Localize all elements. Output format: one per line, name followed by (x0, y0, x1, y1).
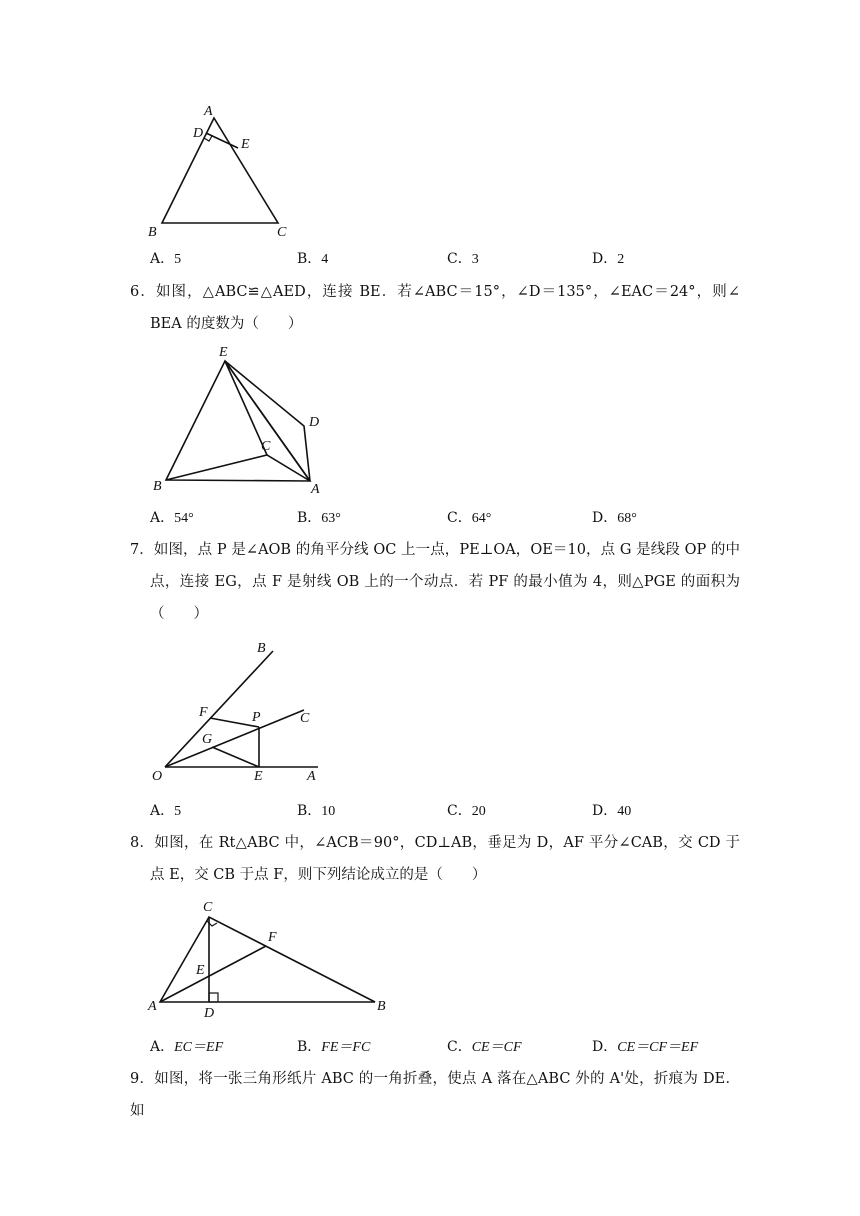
q7-ray-oc (165, 710, 304, 767)
q6-stem (130, 276, 740, 340)
q7-option-a: A．5 (150, 803, 182, 819)
q7-label-o: O (152, 769, 163, 784)
q9-line-1: 9．如图，将一张三角形纸片 ABC 的一角折叠，使点 A 落在△ABC 外的 A'处，折痕为 DE．如 (130, 1071, 740, 1119)
q5-label-b: B (148, 225, 157, 240)
q5-label-c: C (277, 225, 287, 240)
q5-options (150, 248, 750, 270)
q7-label-b: B (257, 641, 266, 656)
q8-line-2: 点 E，交 CB 于点 F，则下列结论成立的是（ ） (150, 867, 487, 883)
q7-label-e: E (254, 769, 263, 784)
q6-path-b-c-a (166, 455, 310, 481)
q8-right-angle-mark-d (209, 993, 218, 1002)
q7-line-2: 点，连接 EG，点 F 是射线 OB 上的一个动点．若 PF 的最小值为 4，则△PGE 的面积为 (150, 574, 740, 590)
q5-label-d: D (193, 126, 204, 141)
q5-option-d: D．2 (592, 251, 625, 267)
q8-label-e: E (196, 963, 205, 978)
q8-option-c: C．CE＝CF (447, 1039, 522, 1055)
q7-label-c: C (300, 711, 310, 726)
q6-option-c: C．64° (447, 510, 492, 526)
q6-line-2: BEA 的度数为（ ） (150, 316, 303, 332)
q7-line-3: （ ） (150, 606, 208, 622)
q5-label-e: E (241, 137, 250, 152)
q5-triangle-abc (162, 118, 278, 223)
q6-figure (0, 340, 860, 500)
q8-label-a: A (148, 999, 157, 1014)
q6-label-e: E (219, 345, 228, 360)
q8-label-c: C (203, 900, 213, 915)
q7-segment-ge (212, 747, 259, 767)
q6-option-b: B．63° (297, 510, 341, 526)
q7-option-c: C．20 (447, 803, 486, 819)
q6-label-b: B (153, 479, 162, 494)
q8-line-1: 8．如图，在 Rt△ABC 中，∠ACB＝90°，CD⊥AB，垂足为 D，AF 平分∠CAB，交 CD 于 (130, 835, 740, 851)
q6-label-a: A (311, 482, 320, 497)
q5-segment-de (206, 133, 238, 148)
q8-stem (130, 827, 740, 891)
q8-option-a: A．EC＝EF (150, 1039, 224, 1055)
q7-label-a: A (307, 769, 316, 784)
q6-line-1: 6．如图，△ABC≌△AED，连接 BE．若∠ABC＝15°，∠D＝135°，∠EAC＝24°，则∠ (130, 284, 740, 300)
q8-label-d: D (204, 1006, 215, 1021)
q8-figure (0, 895, 860, 1025)
q6-options (150, 507, 750, 529)
q7-line-1: 7．如图，点 P 是∠AOB 的角平分线 OC 上一点，PE⊥OA，OE＝10，点 G 是线段 OP 的中 (130, 542, 740, 558)
q7-label-g: G (202, 732, 213, 747)
q8-options (150, 1036, 750, 1058)
q6-option-a: A．54° (150, 510, 194, 526)
q9-stem (130, 1063, 740, 1127)
q5-option-a: A．5 (150, 251, 182, 267)
q8-option-b: B．FE＝FC (297, 1039, 371, 1055)
q8-label-f: F (268, 930, 277, 945)
q5-figure (0, 0, 860, 250)
q6-label-c: C (261, 439, 271, 454)
q6-option-d: D．68° (592, 510, 637, 526)
q5-label-a: A (204, 104, 213, 119)
q7-label-f: F (199, 705, 208, 720)
q5-option-c: C．3 (447, 251, 479, 267)
q6-label-d: D (309, 415, 320, 430)
q7-options (150, 800, 750, 822)
q7-figure (0, 640, 860, 790)
q7-option-d: D．40 (592, 803, 632, 819)
q7-stem (130, 534, 740, 630)
q8-label-b: B (377, 999, 386, 1014)
q7-option-b: B．10 (297, 803, 336, 819)
q5-option-b: B．4 (297, 251, 329, 267)
q7-label-p: P (252, 710, 261, 725)
q8-option-d: D．CE＝CF＝EF (592, 1039, 699, 1055)
